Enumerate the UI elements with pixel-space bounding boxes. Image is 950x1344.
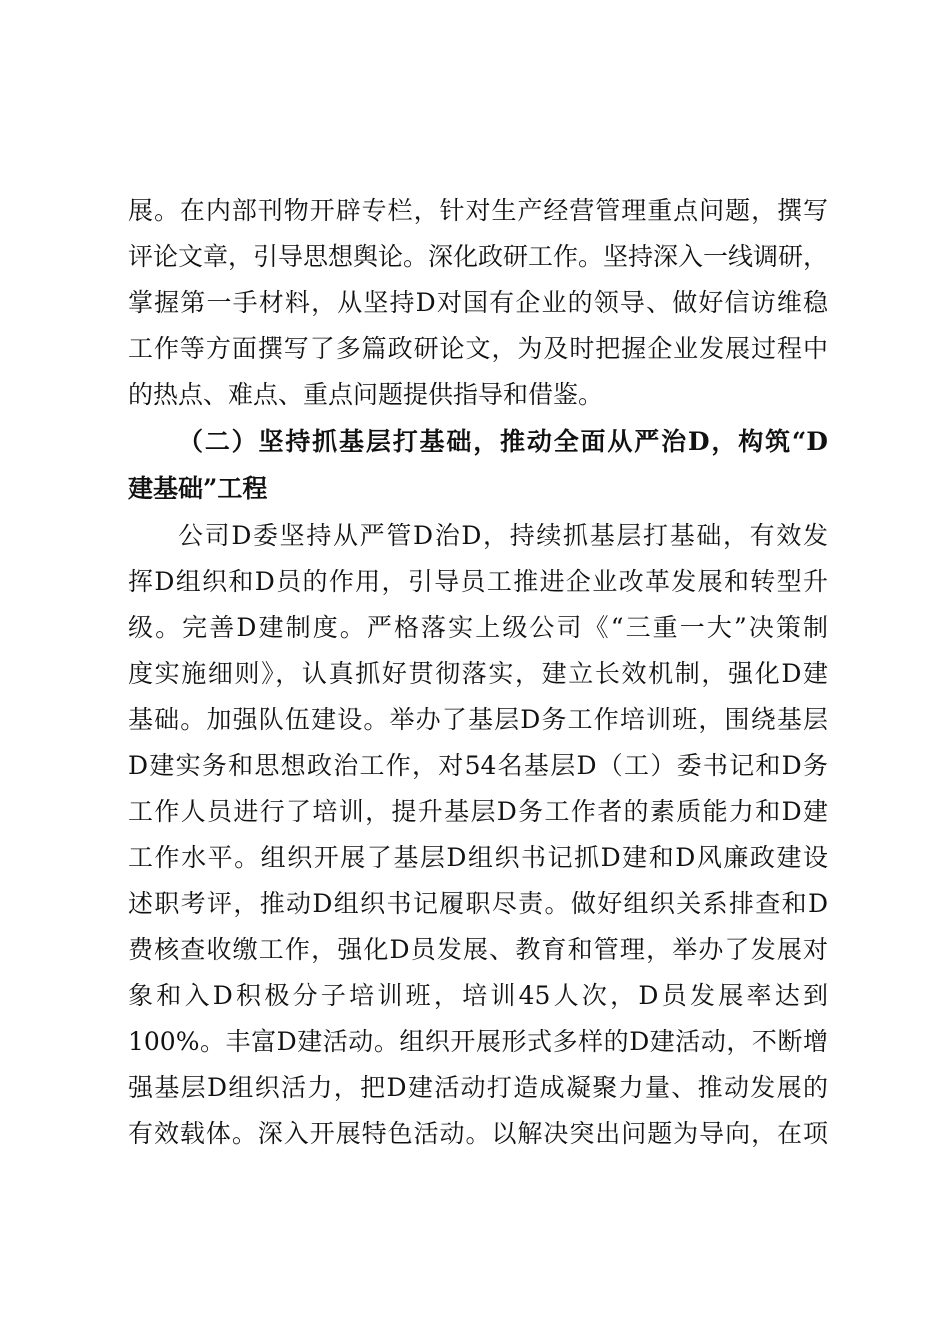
section-heading-continuation: 建基础”工程 — [128, 474, 268, 503]
text-line: 工作等方面撰写了多篇政研论文，为及时把握企业发展过程中 — [128, 334, 828, 363]
text-line: 工作人员进行了培训，提升基层D务工作者的素质能力和D建 — [128, 797, 828, 826]
text-line: 掌握第一手材料，从坚持D对国有企业的领导、做好信访维稳 — [128, 288, 828, 317]
text-line: 述职考评，推动D组织书记履职尽责。做好组织关系排查和D — [128, 889, 828, 918]
text-line: 强基层D组织活力，把D建活动打造成凝聚力量、推动发展的 — [128, 1073, 828, 1102]
text-line: 100%。丰富D建活动。组织开展形式多样的D建活动，不断增 — [128, 1027, 828, 1056]
text-line: 费核查收缴工作，强化D员发展、教育和管理，举办了发展对 — [128, 935, 828, 964]
text-line: 挥D组织和D员的作用，引导员工推进企业改革发展和转型升 — [128, 567, 828, 596]
text-line: 工作水平。组织开展了基层D组织书记抓D建和D风廉政建设 — [128, 843, 828, 872]
text-line: 象和入D积极分子培训班，培训45人次，D员发展率达到 — [128, 981, 828, 1010]
section-heading: （二）坚持抓基层打基础，推动全面从严治D，构筑“D — [178, 427, 828, 456]
text-line: 展。在内部刊物开辟专栏，针对生产经营管理重点问题，撰写 — [128, 196, 828, 225]
text-line: 级。完善D建制度。严格落实上级公司《“三重一大”决策制 — [128, 613, 828, 642]
text-line: 基础。加强队伍建设。举办了基层D务工作培训班，围绕基层 — [128, 705, 828, 734]
text-line: 公司D委坚持从严管D治D，持续抓基层打基础，有效发 — [178, 521, 828, 550]
text-line: D建实务和思想政治工作，对54名基层D（工）委书记和D务 — [128, 751, 828, 780]
text-line: 评论文章，引导思想舆论。深化政研工作。坚持深入一线调研， — [128, 242, 829, 271]
text-line: 有效载体。深入开展特色活动。以解决突出问题为导向，在项 — [128, 1119, 828, 1148]
text-line: 的热点、难点、重点问题提供指导和借鉴。 — [128, 380, 604, 409]
text-line: 度实施细则》，认真抓好贯彻落实，建立长效机制，强化D建 — [128, 659, 828, 688]
